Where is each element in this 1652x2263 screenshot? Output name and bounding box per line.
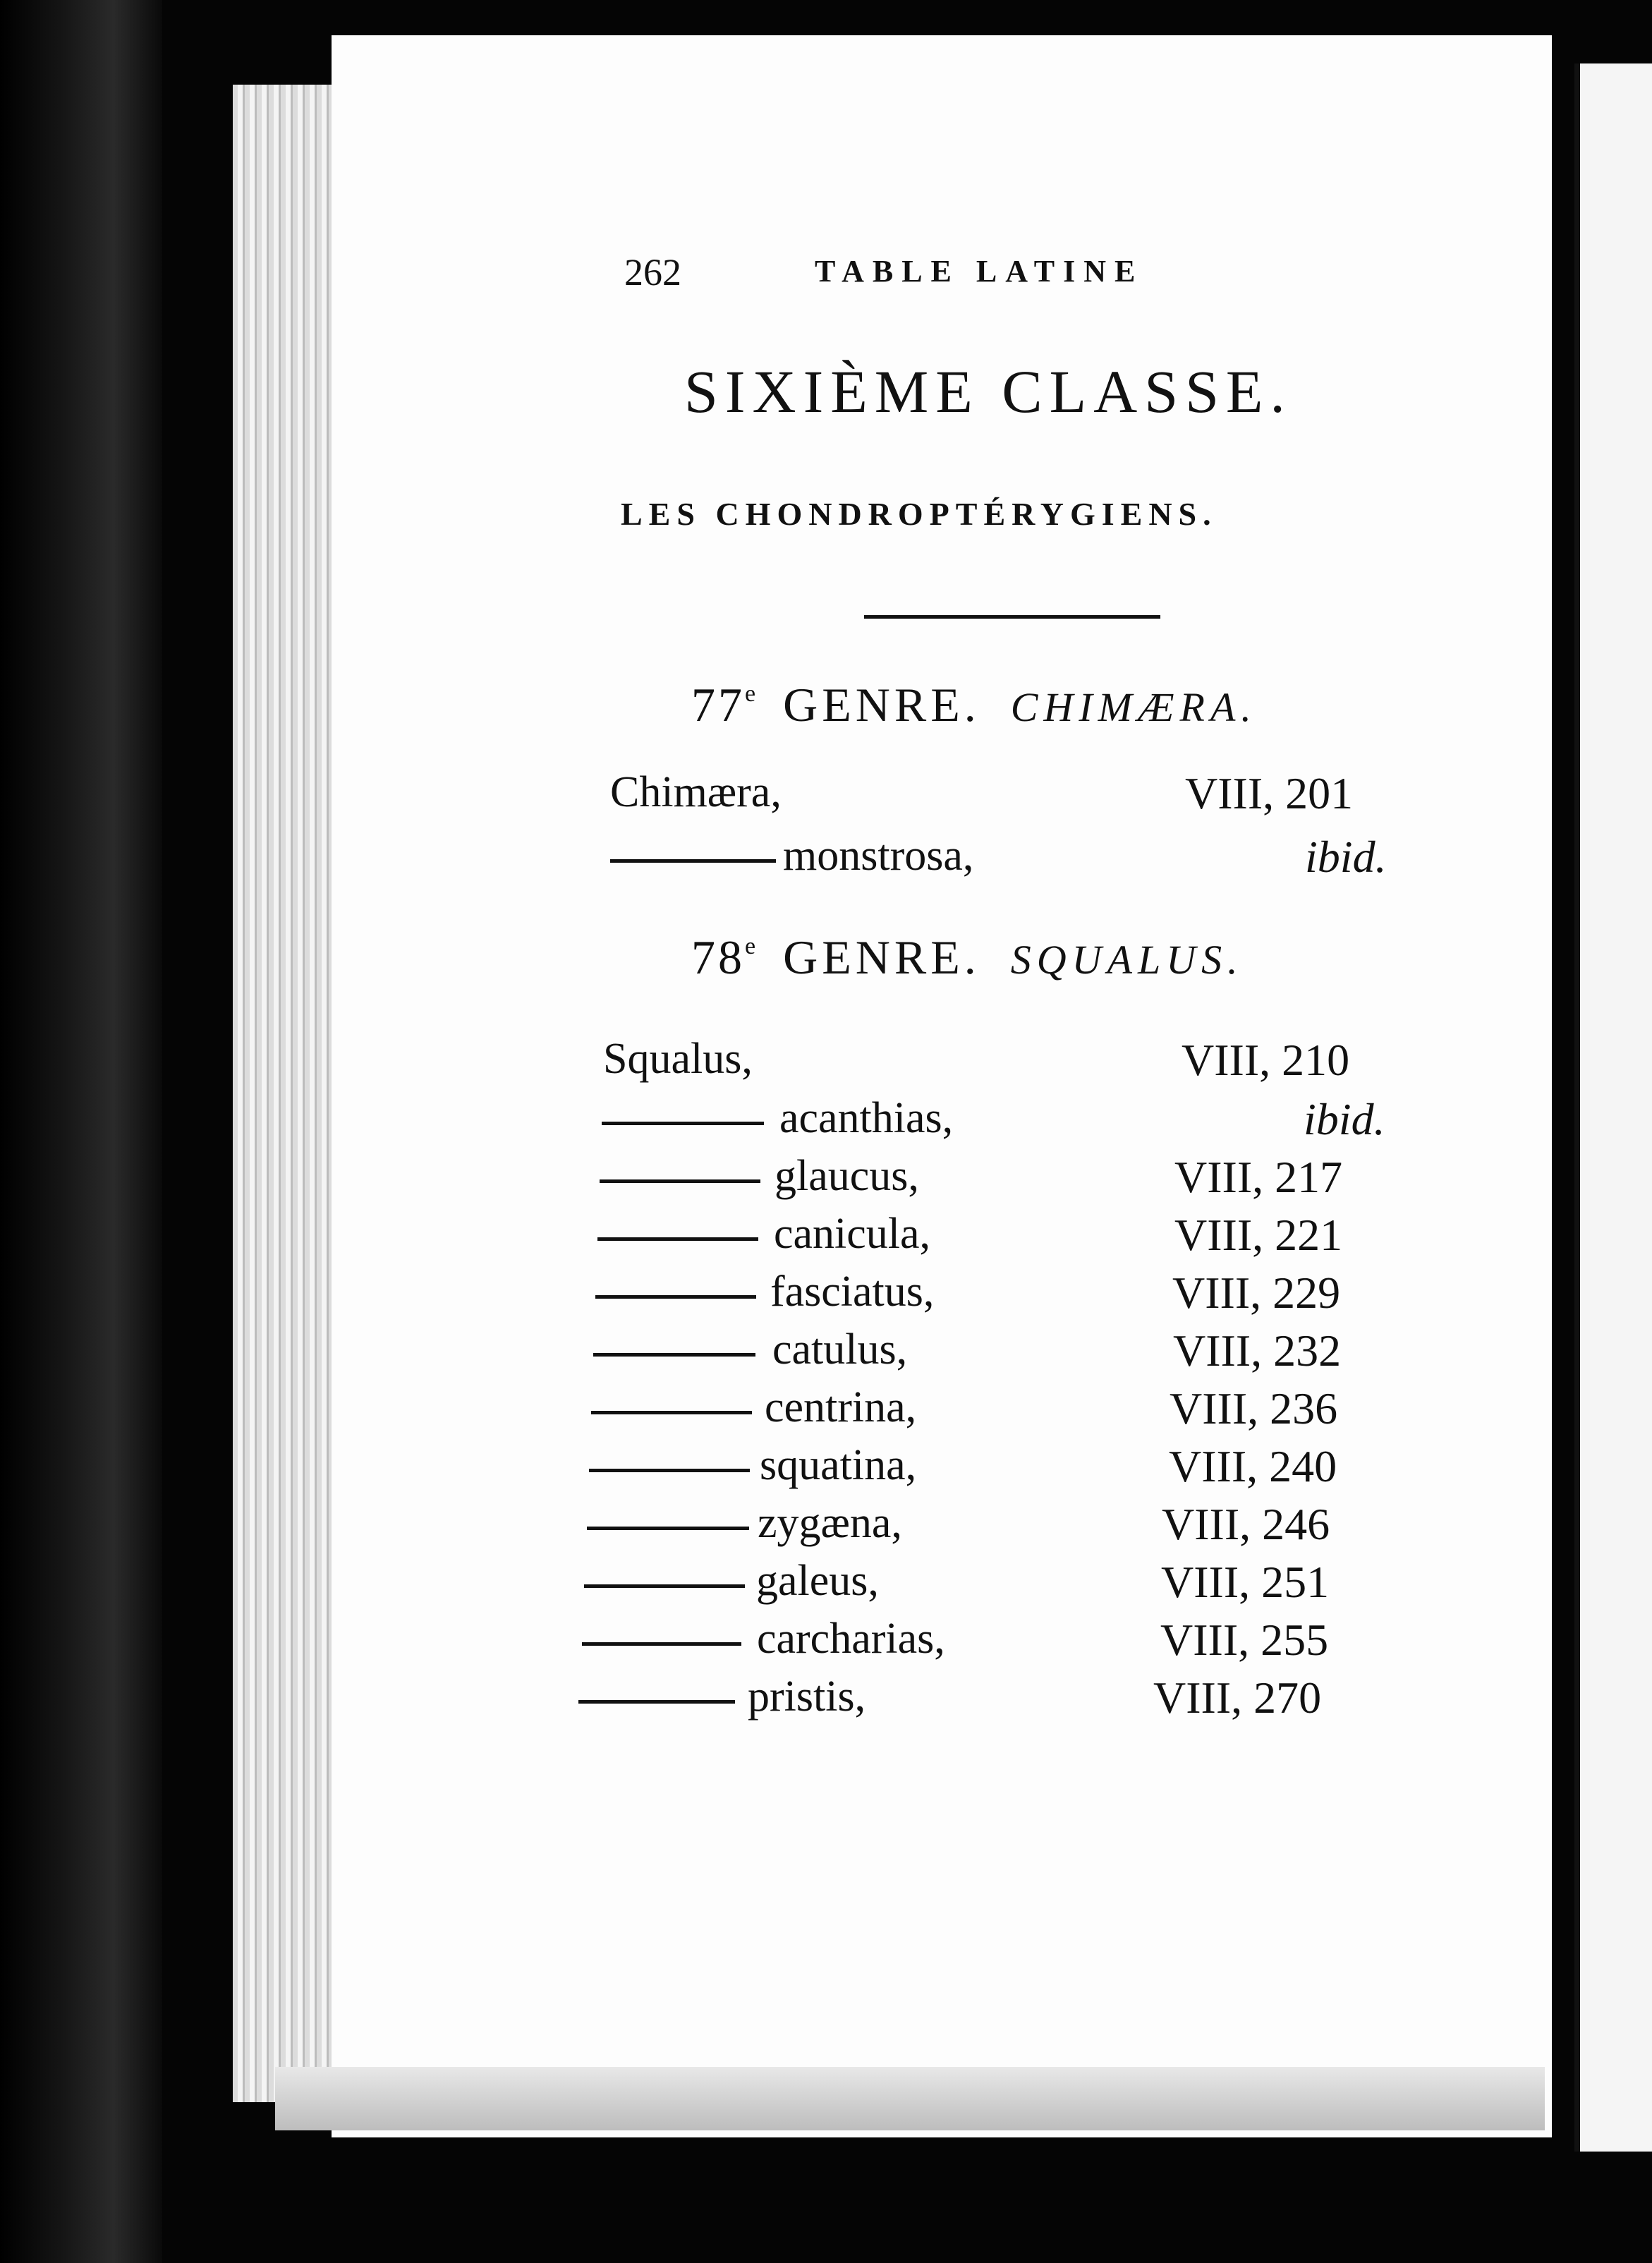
genus-heading <box>691 677 1257 733</box>
entry-reference: VIII, 201 <box>1185 768 1354 818</box>
repeat-dash <box>584 1584 745 1588</box>
page-number: 262 <box>624 251 681 293</box>
entry-name: canicula, <box>774 1210 931 1258</box>
entry-reference: ibid. <box>1304 1094 1385 1144</box>
entry-name: zygæna, <box>758 1499 902 1547</box>
entry-name: catulus, <box>772 1325 908 1373</box>
repeat-dash <box>591 1411 752 1414</box>
index-entry <box>584 1556 1431 1606</box>
entry-name: monstrosa, <box>783 832 974 880</box>
entry-reference: VIII, 251 <box>1161 1557 1330 1607</box>
repeat-dash <box>578 1700 735 1704</box>
index-entry <box>591 1383 1438 1432</box>
entry-name: fasciatus, <box>770 1268 935 1316</box>
index-entry <box>595 1267 1442 1316</box>
entry-name: acanthias, <box>779 1094 954 1142</box>
section-rule <box>864 615 1160 619</box>
index-entry <box>587 1498 1433 1548</box>
running-title: TABLE LATINE <box>815 254 1144 289</box>
index-entry <box>610 831 1457 880</box>
book-spine <box>0 0 162 2263</box>
genus-number: 77 <box>691 678 745 732</box>
index-entry <box>610 768 1457 817</box>
entry-reference: VIII, 255 <box>1160 1615 1329 1665</box>
entry-name: Squalus, <box>603 1035 753 1083</box>
index-entry <box>578 1672 1425 1721</box>
repeat-dash <box>610 859 776 863</box>
repeat-dash <box>595 1295 756 1299</box>
facing-page-edge <box>1574 63 1652 2152</box>
entry-name: Chimæra, <box>610 768 782 816</box>
entry-reference: VIII, 236 <box>1170 1383 1338 1433</box>
genus-heading <box>691 930 1244 985</box>
entry-reference: VIII, 217 <box>1174 1152 1343 1202</box>
index-entry <box>593 1325 1440 1374</box>
genus-label: GENRE. <box>783 930 980 984</box>
genus-number-suffix: e <box>745 681 756 707</box>
entry-reference: VIII, 246 <box>1162 1499 1330 1549</box>
entry-name: carcharias, <box>757 1615 945 1663</box>
entry-name: pristis, <box>748 1673 866 1721</box>
genus-number: 78 <box>691 930 745 984</box>
entry-reference: VIII, 221 <box>1174 1210 1343 1260</box>
entry-reference: VIII, 270 <box>1153 1673 1322 1723</box>
entry-reference: VIII, 240 <box>1169 1441 1337 1491</box>
genus-number-suffix: e <box>745 933 756 959</box>
genus-latin-name: CHIMÆRA. <box>1010 684 1257 730</box>
entry-reference: ibid. <box>1305 832 1387 882</box>
index-entry <box>589 1440 1435 1490</box>
entry-reference: VIII, 229 <box>1172 1268 1341 1318</box>
repeat-dash <box>593 1353 755 1357</box>
entry-name: galeus, <box>756 1557 879 1605</box>
repeat-dash <box>602 1122 764 1125</box>
index-entry <box>597 1209 1444 1258</box>
entry-reference: VIII, 232 <box>1173 1325 1342 1376</box>
page-bottom-edge <box>275 2067 1545 2130</box>
book-page <box>332 35 1552 2137</box>
entry-reference: VIII, 210 <box>1182 1035 1350 1085</box>
index-entry <box>602 1093 1448 1143</box>
repeat-dash <box>587 1527 749 1530</box>
repeat-dash <box>589 1469 750 1472</box>
repeat-dash <box>600 1179 760 1183</box>
repeat-dash <box>597 1237 758 1241</box>
genus-latin-name: SQUALUS. <box>1010 937 1244 983</box>
order-title: LES CHONDROPTÉRYGIENS. <box>621 496 1217 532</box>
genus-label: GENRE. <box>783 678 980 732</box>
class-title: SIXIÈME CLASSE. <box>684 358 1292 425</box>
index-entry <box>600 1151 1446 1201</box>
repeat-dash <box>582 1642 741 1646</box>
entry-name: centrina, <box>765 1383 917 1431</box>
index-entry <box>603 1034 1450 1084</box>
entry-name: squatina, <box>760 1441 917 1489</box>
entry-name: glaucus, <box>775 1152 919 1200</box>
index-entry <box>582 1614 1428 1663</box>
